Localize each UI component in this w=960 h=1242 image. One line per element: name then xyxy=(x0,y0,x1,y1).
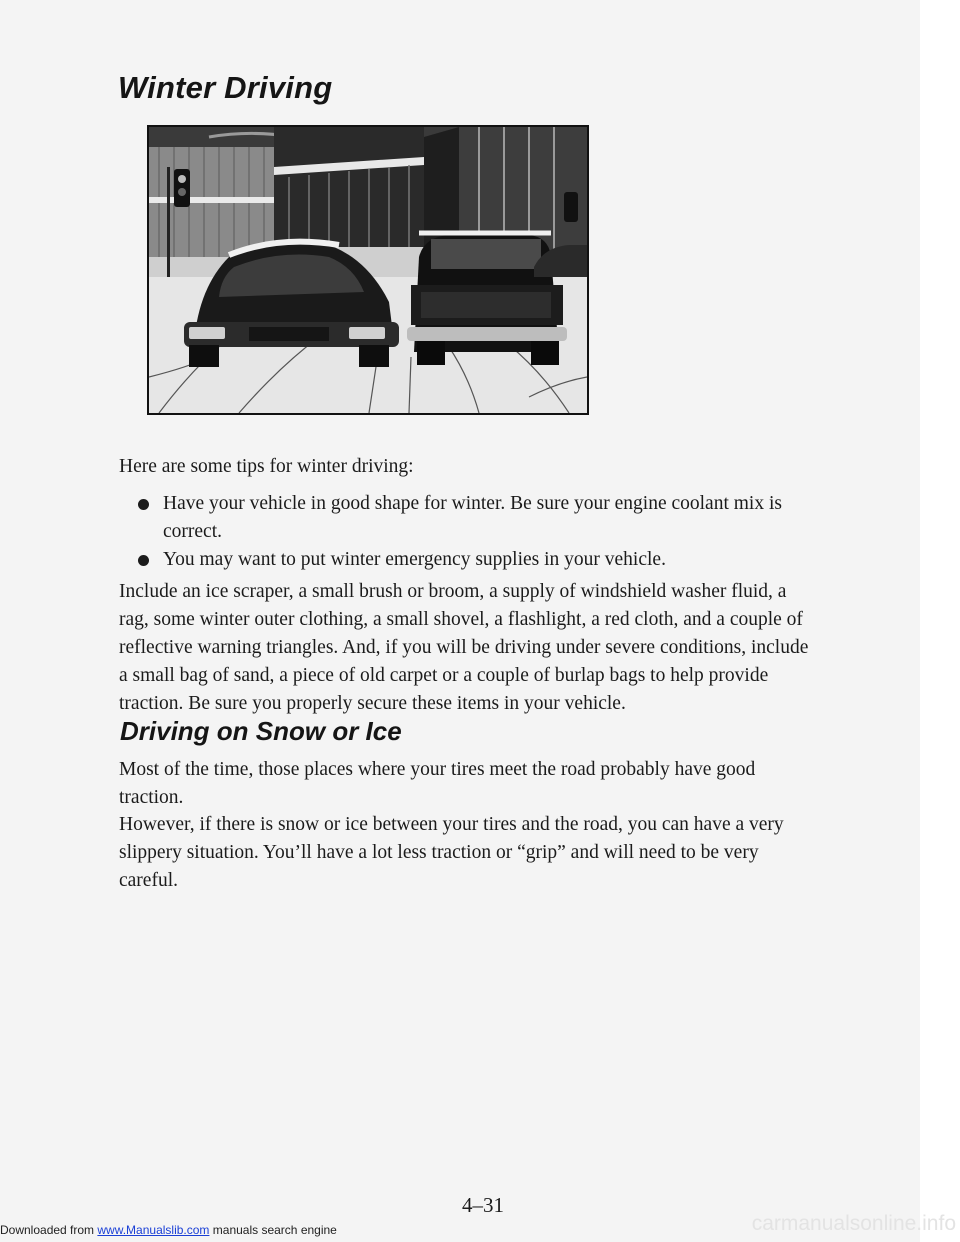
bullet-item xyxy=(163,490,783,546)
bullet-text: Have your vehicle in good shape for winter. Be sure your engine coolant mix is correct. xyxy=(163,493,782,542)
supplies-paragraph: Include an ice scraper, a small brush or broom, a supply of windshield washer fluid, a rag, some winter outer clothing, a small shovel, a flashlight, a red cloth, and a couple of reflective warning triangles. And, if you will be driving under severe conditions, include a small bag of sand, a piece of old carpet or a couple of burlap bags to help provide traction. Be sure you properly secure these items in your vehicle. xyxy=(119,581,809,714)
subsection-title: Driving on Snow or Ice xyxy=(120,716,402,746)
manualslib-link[interactable]: www.Manualslib.com xyxy=(97,1223,210,1237)
bullet-icon xyxy=(138,499,149,510)
snow-paragraph: However, if there is snow or ice between your tires and the road, you can have a very slippery situation. You’ll have a lot less traction or “grip” and will need to be very careful. xyxy=(119,814,784,891)
download-footer xyxy=(0,1223,337,1237)
bullet-icon xyxy=(138,555,149,566)
footer-prefix: Downloaded from xyxy=(0,1223,98,1237)
footer-suffix: manuals search engine xyxy=(209,1223,337,1237)
page-number: 4–31 xyxy=(462,1193,504,1217)
snow-paragraph: Most of the time, those places where your tires meet the road probably have good traction. xyxy=(119,759,756,808)
bullet-item xyxy=(163,546,803,574)
watermark-text: carmanualsonline.info xyxy=(751,1212,956,1235)
intro-text: Here are some tips for winter driving: xyxy=(119,456,414,477)
bullet-text: You may want to put winter emergency supplies in your vehicle. xyxy=(163,549,666,570)
section-title: Winter Driving xyxy=(118,70,333,105)
winter-traffic-illustration xyxy=(147,125,589,415)
